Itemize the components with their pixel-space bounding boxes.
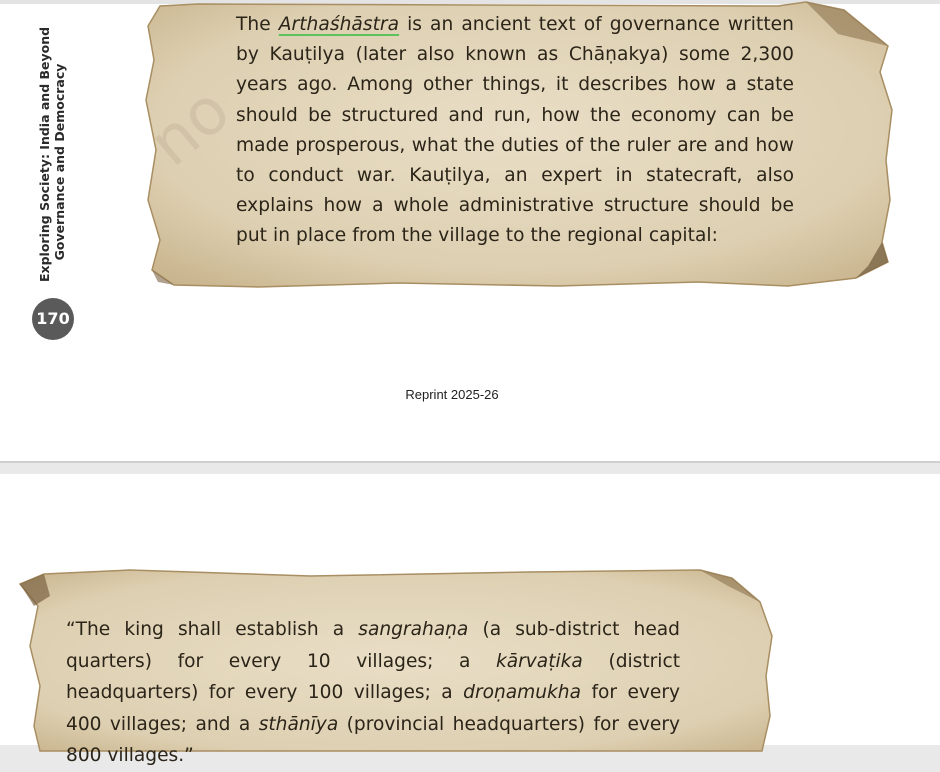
box1-text-1: The <box>236 14 279 35</box>
side-book-title-line2: Governance and Democracy <box>52 63 67 261</box>
term-karvatika: kārvaṭika <box>496 650 583 672</box>
box2-text-2: (a sub-district head quarters) for every 10 villages; a <box>66 619 680 672</box>
arthashastra-term: Arthaśhāstra <box>278 14 400 35</box>
arthashastra-paragraph <box>236 10 794 252</box>
watermark: no <box>135 73 245 181</box>
term-sthaniya: sthānīya <box>258 713 339 735</box>
page-separator <box>0 461 940 463</box>
box1-text-2: is an ancient text of governance written by Kauṭilya (later also known as Chāṇakya) some 2,300 years ago. Among other things, it describes how a state should be structured and run, how the economy can be made prosperous, what the duties of the ruler are and how to conduct war. Kauṭilya, an expert in statecraft, also explains how a whole administrative structure should be put in place from the village to the regional capital: <box>236 14 794 247</box>
box2-text-4: for every 400 villages; and a <box>66 682 680 735</box>
box2-text-3: (district headquarters) for every 100 villages; a <box>66 650 680 703</box>
side-book-title <box>37 26 75 282</box>
king-quote-paragraph <box>66 614 680 772</box>
term-dronamukha: droṇamukha <box>463 682 581 703</box>
reprint-footer: Reprint 2025-26 <box>405 387 499 402</box>
box2-text-1: “The king shall establish a <box>66 619 359 640</box>
box2-text-5: (provincial headquarters) for every 800 villages.” <box>66 713 680 766</box>
term-sangrahana: sangrahaṇa <box>358 619 469 640</box>
page-number-badge: 170 <box>32 298 74 340</box>
side-book-title-line1: Exploring Society: India and Beyond <box>37 26 52 282</box>
